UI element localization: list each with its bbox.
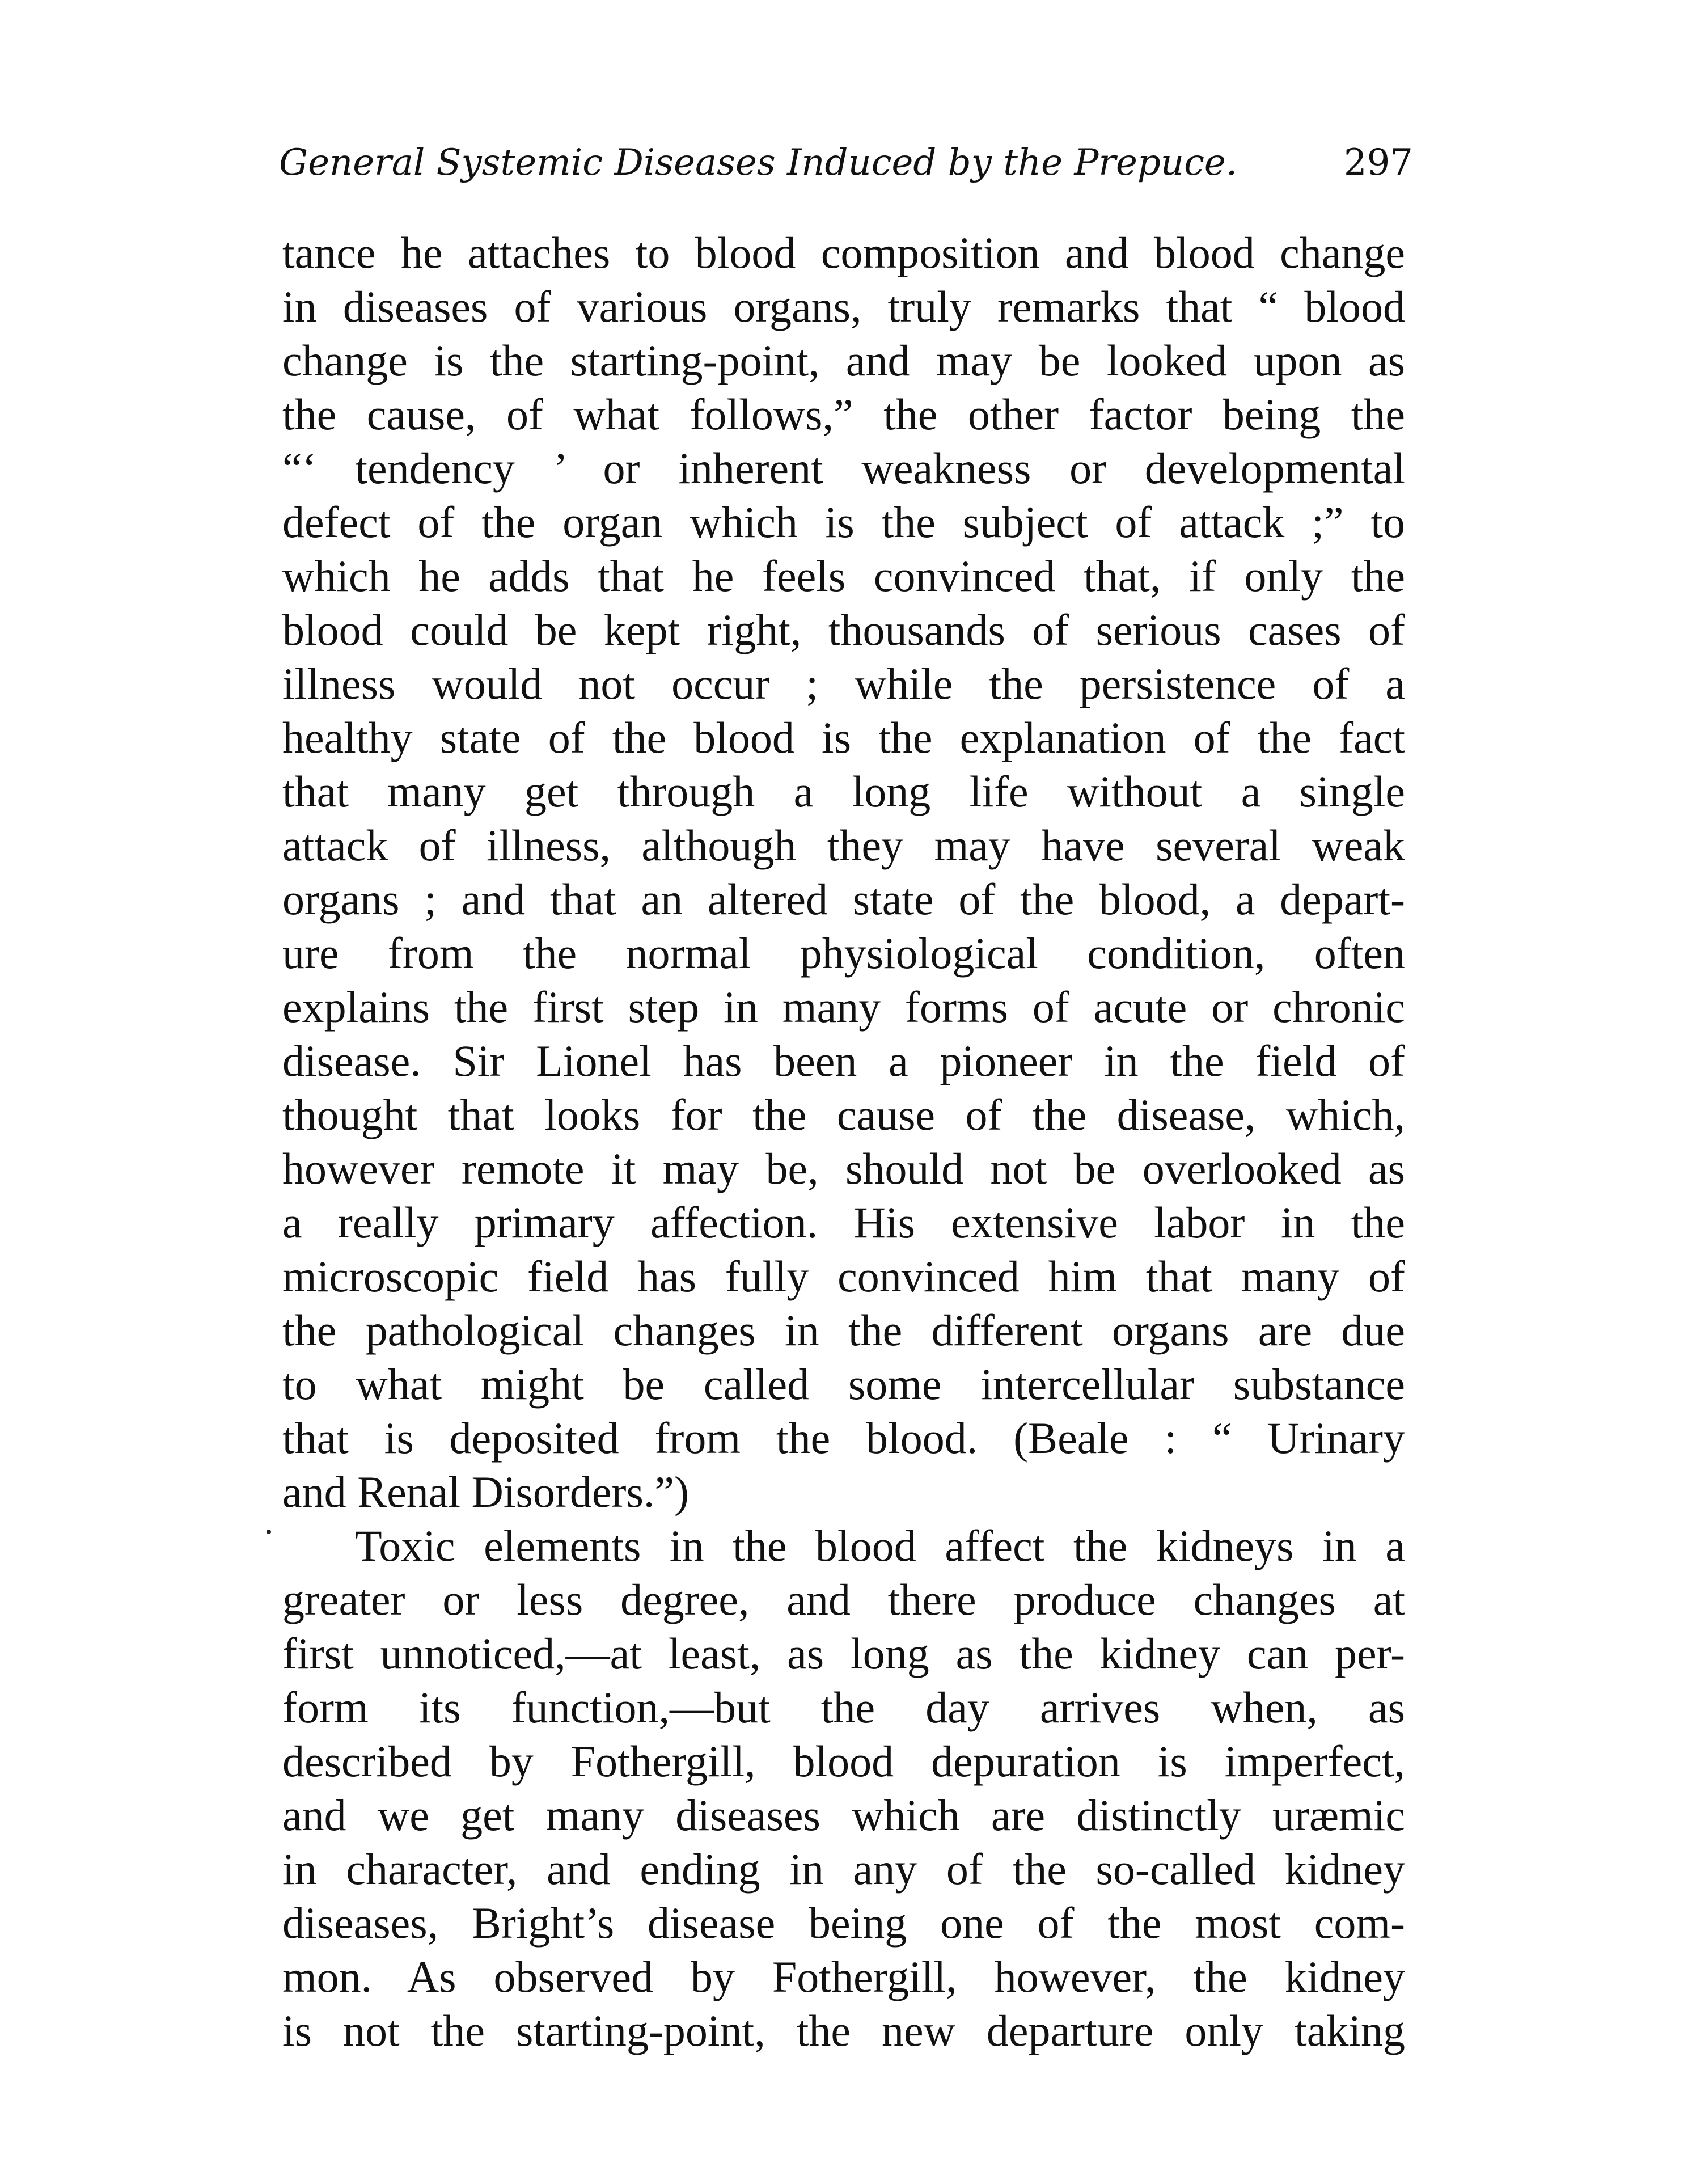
text-line: thought that looks for the cause of the disease, which, (282, 1090, 1405, 1139)
text-line: microscopic field has fully convinced him that many of (282, 1252, 1405, 1301)
text-line: healthy state of the blood is the explanation of the fact (282, 713, 1405, 762)
text-line: however remote it may be, should not be overlooked as (282, 1144, 1405, 1193)
text-line: greater or less degree, and there produce changes at (282, 1575, 1405, 1624)
text-line: that is deposited from the blood. (Beale : “ Urinary (282, 1413, 1405, 1463)
running-title: General Systemic Diseases Induced by the Prepuce. (279, 142, 1238, 184)
text-line: form its function,—but the day arrives when, as (282, 1683, 1405, 1732)
text-line: to what might be called some intercellular substance (282, 1359, 1405, 1409)
text-line: in character, and ending in any of the so-called kidney (282, 1844, 1405, 1894)
text-line: first unnoticed,—at least, as long as the kidney can per- (282, 1629, 1405, 1678)
text-line: blood could be kept right, thousands of serious cases of (282, 605, 1405, 654)
text-line: a really primary affection. His extensive labor in the (282, 1198, 1405, 1247)
text-line: which he adds that he feels convinced that, if only the (282, 551, 1405, 601)
text-line: diseases, Bright’s disease being one of the most com- (282, 1898, 1405, 1948)
text-line: organs ; and that an altered state of the blood, a depart- (282, 875, 1405, 924)
text-line: Toxic elements in the blood affect the kidneys in a (355, 1521, 1405, 1570)
text-line: and we get many diseases which are distinctly uræmic (282, 1790, 1405, 1840)
body-text (282, 226, 1405, 2058)
text-line: and Renal Disorders.”) (282, 1467, 689, 1516)
paragraph-1 (282, 226, 1405, 1519)
text-line: “‘ tendency ’ or inherent weakness or developmental (282, 443, 1405, 493)
text-line: the pathological changes in the different organs are due (282, 1306, 1405, 1355)
text-line: defect of the organ which is the subject of attack ;” to (282, 497, 1405, 547)
text-line: is not the starting-point, the new departure only taking (282, 2006, 1405, 2055)
paragraph-2 (282, 1519, 1405, 2058)
text-line: in diseases of various organs, truly remarks that “ blood (282, 282, 1405, 331)
page-number: 297 (1343, 142, 1413, 184)
text-line: tance he attaches to blood composition and blood change (282, 228, 1405, 277)
text-line: the cause, of what follows,” the other factor being the (282, 390, 1405, 439)
running-head (279, 132, 1413, 194)
stray-ink-dot (267, 1530, 271, 1534)
text-line: attack of illness, although they may have several weak (282, 821, 1405, 870)
text-line: that many get through a long life without a single (282, 767, 1405, 816)
text-line: explains the first step in many forms of acute or chronic (282, 982, 1405, 1032)
text-line: described by Fothergill, blood depuration is imperfect, (282, 1737, 1405, 1786)
text-line: mon. As observed by Fothergill, however, the kidney (282, 1952, 1405, 2001)
text-line: disease. Sir Lionel has been a pioneer in the field of (282, 1036, 1405, 1085)
text-line: change is the starting-point, and may be looked upon as (282, 336, 1405, 385)
text-line: ure from the normal physiological condition, often (282, 928, 1405, 978)
text-line: illness would not occur ; while the persistence of a (282, 659, 1405, 708)
